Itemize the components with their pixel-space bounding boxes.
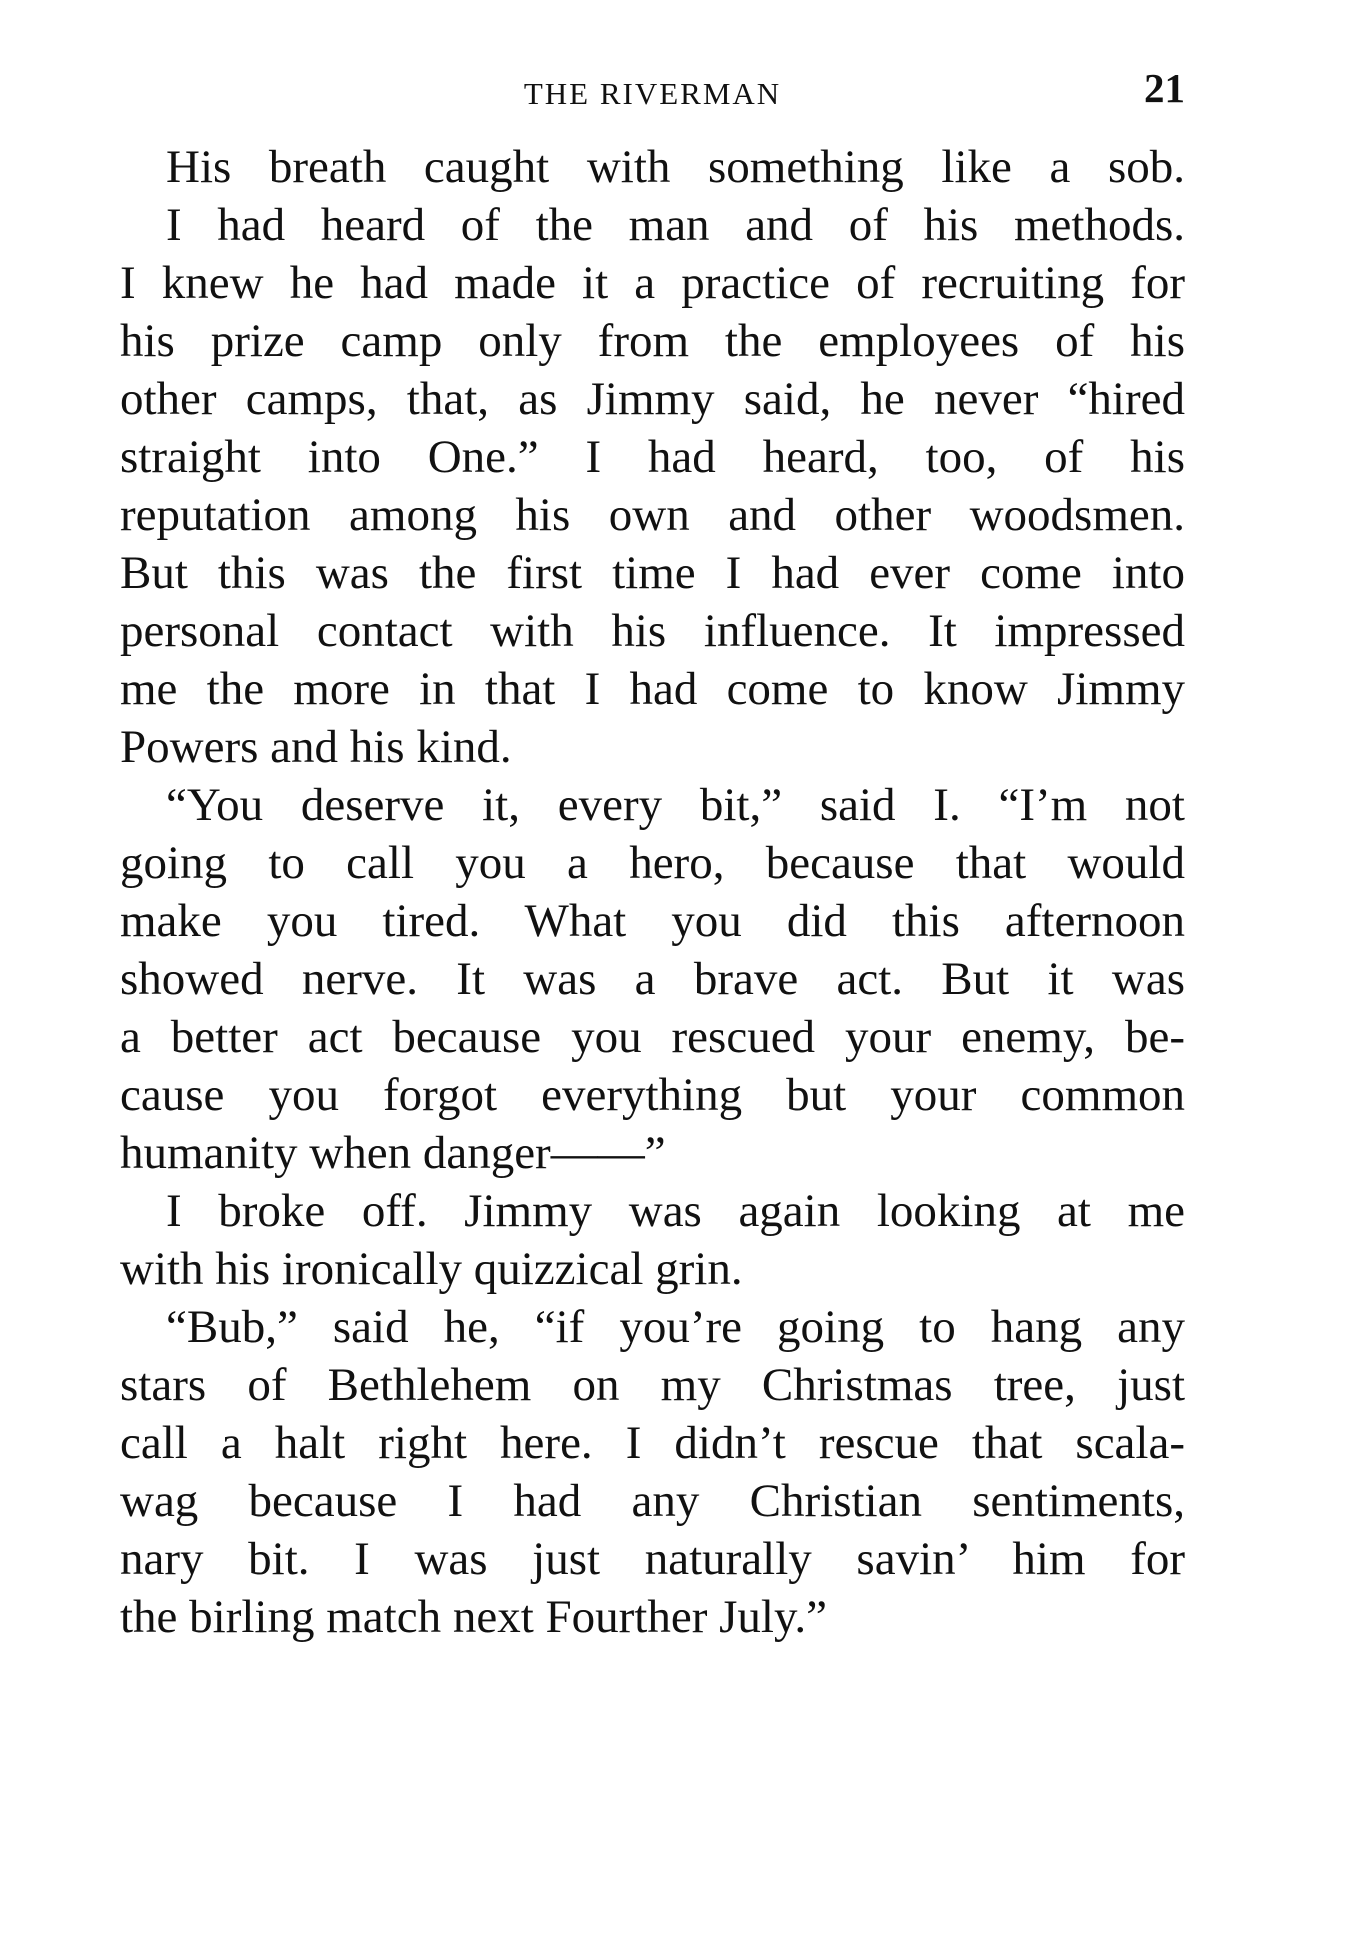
text-line: reputation among his own and other woodsmen.: [120, 489, 1185, 541]
text-line: his prize camp only from the employees of his: [120, 315, 1185, 367]
text-line: wag because I had any Christian sentiments,: [120, 1475, 1185, 1527]
body-text: [120, 138, 1185, 1646]
book-page: [120, 60, 1185, 1646]
text-line: “You deserve it, every bit,” said I. “I’m not: [166, 779, 1185, 831]
text-line: nary bit. I was just naturally savin’ him for: [120, 1533, 1185, 1585]
running-title: THE RIVERMAN: [523, 76, 782, 111]
text-line: going to call you a hero, because that would: [120, 837, 1185, 889]
text-line: I knew he had made it a practice of recruiting for: [120, 257, 1185, 309]
text-line: humanity when danger——”: [120, 1127, 666, 1179]
text-line: His breath caught with something like a sob.: [166, 141, 1185, 193]
text-line: “Bub,” said he, “if you’re going to hang any: [166, 1301, 1185, 1353]
text-line: Powers and his kind.: [120, 721, 512, 773]
text-line: make you tired. What you did this afternoon: [120, 895, 1185, 947]
text-line: other camps, that, as Jimmy said, he never “hired: [120, 373, 1185, 425]
text-line: But this was the first time I had ever come into: [120, 547, 1185, 599]
text-line: a better act because you rescued your enemy, be-: [120, 1011, 1185, 1063]
text-line: call a halt right here. I didn’t rescue that scala-: [120, 1417, 1185, 1469]
text-line: with his ironically quizzical grin.: [120, 1243, 743, 1295]
text-line: personal contact with his influence. It impressed: [120, 605, 1185, 657]
text-line: me the more in that I had come to know Jimmy: [120, 663, 1185, 715]
text-line: straight into One.” I had heard, too, of his: [120, 431, 1185, 483]
text-line: the birling match next Fourther July.”: [120, 1591, 828, 1643]
text-line: showed nerve. It was a brave act. But it was: [120, 953, 1185, 1005]
text-line: I broke off. Jimmy was again looking at me: [166, 1185, 1185, 1237]
running-header: [120, 60, 1185, 124]
text-line: stars of Bethlehem on my Christmas tree, just: [120, 1359, 1185, 1411]
text-line: I had heard of the man and of his methods.: [166, 199, 1185, 251]
text-line: cause you forgot everything but your common: [120, 1069, 1185, 1121]
page-number: 21: [1144, 65, 1185, 111]
